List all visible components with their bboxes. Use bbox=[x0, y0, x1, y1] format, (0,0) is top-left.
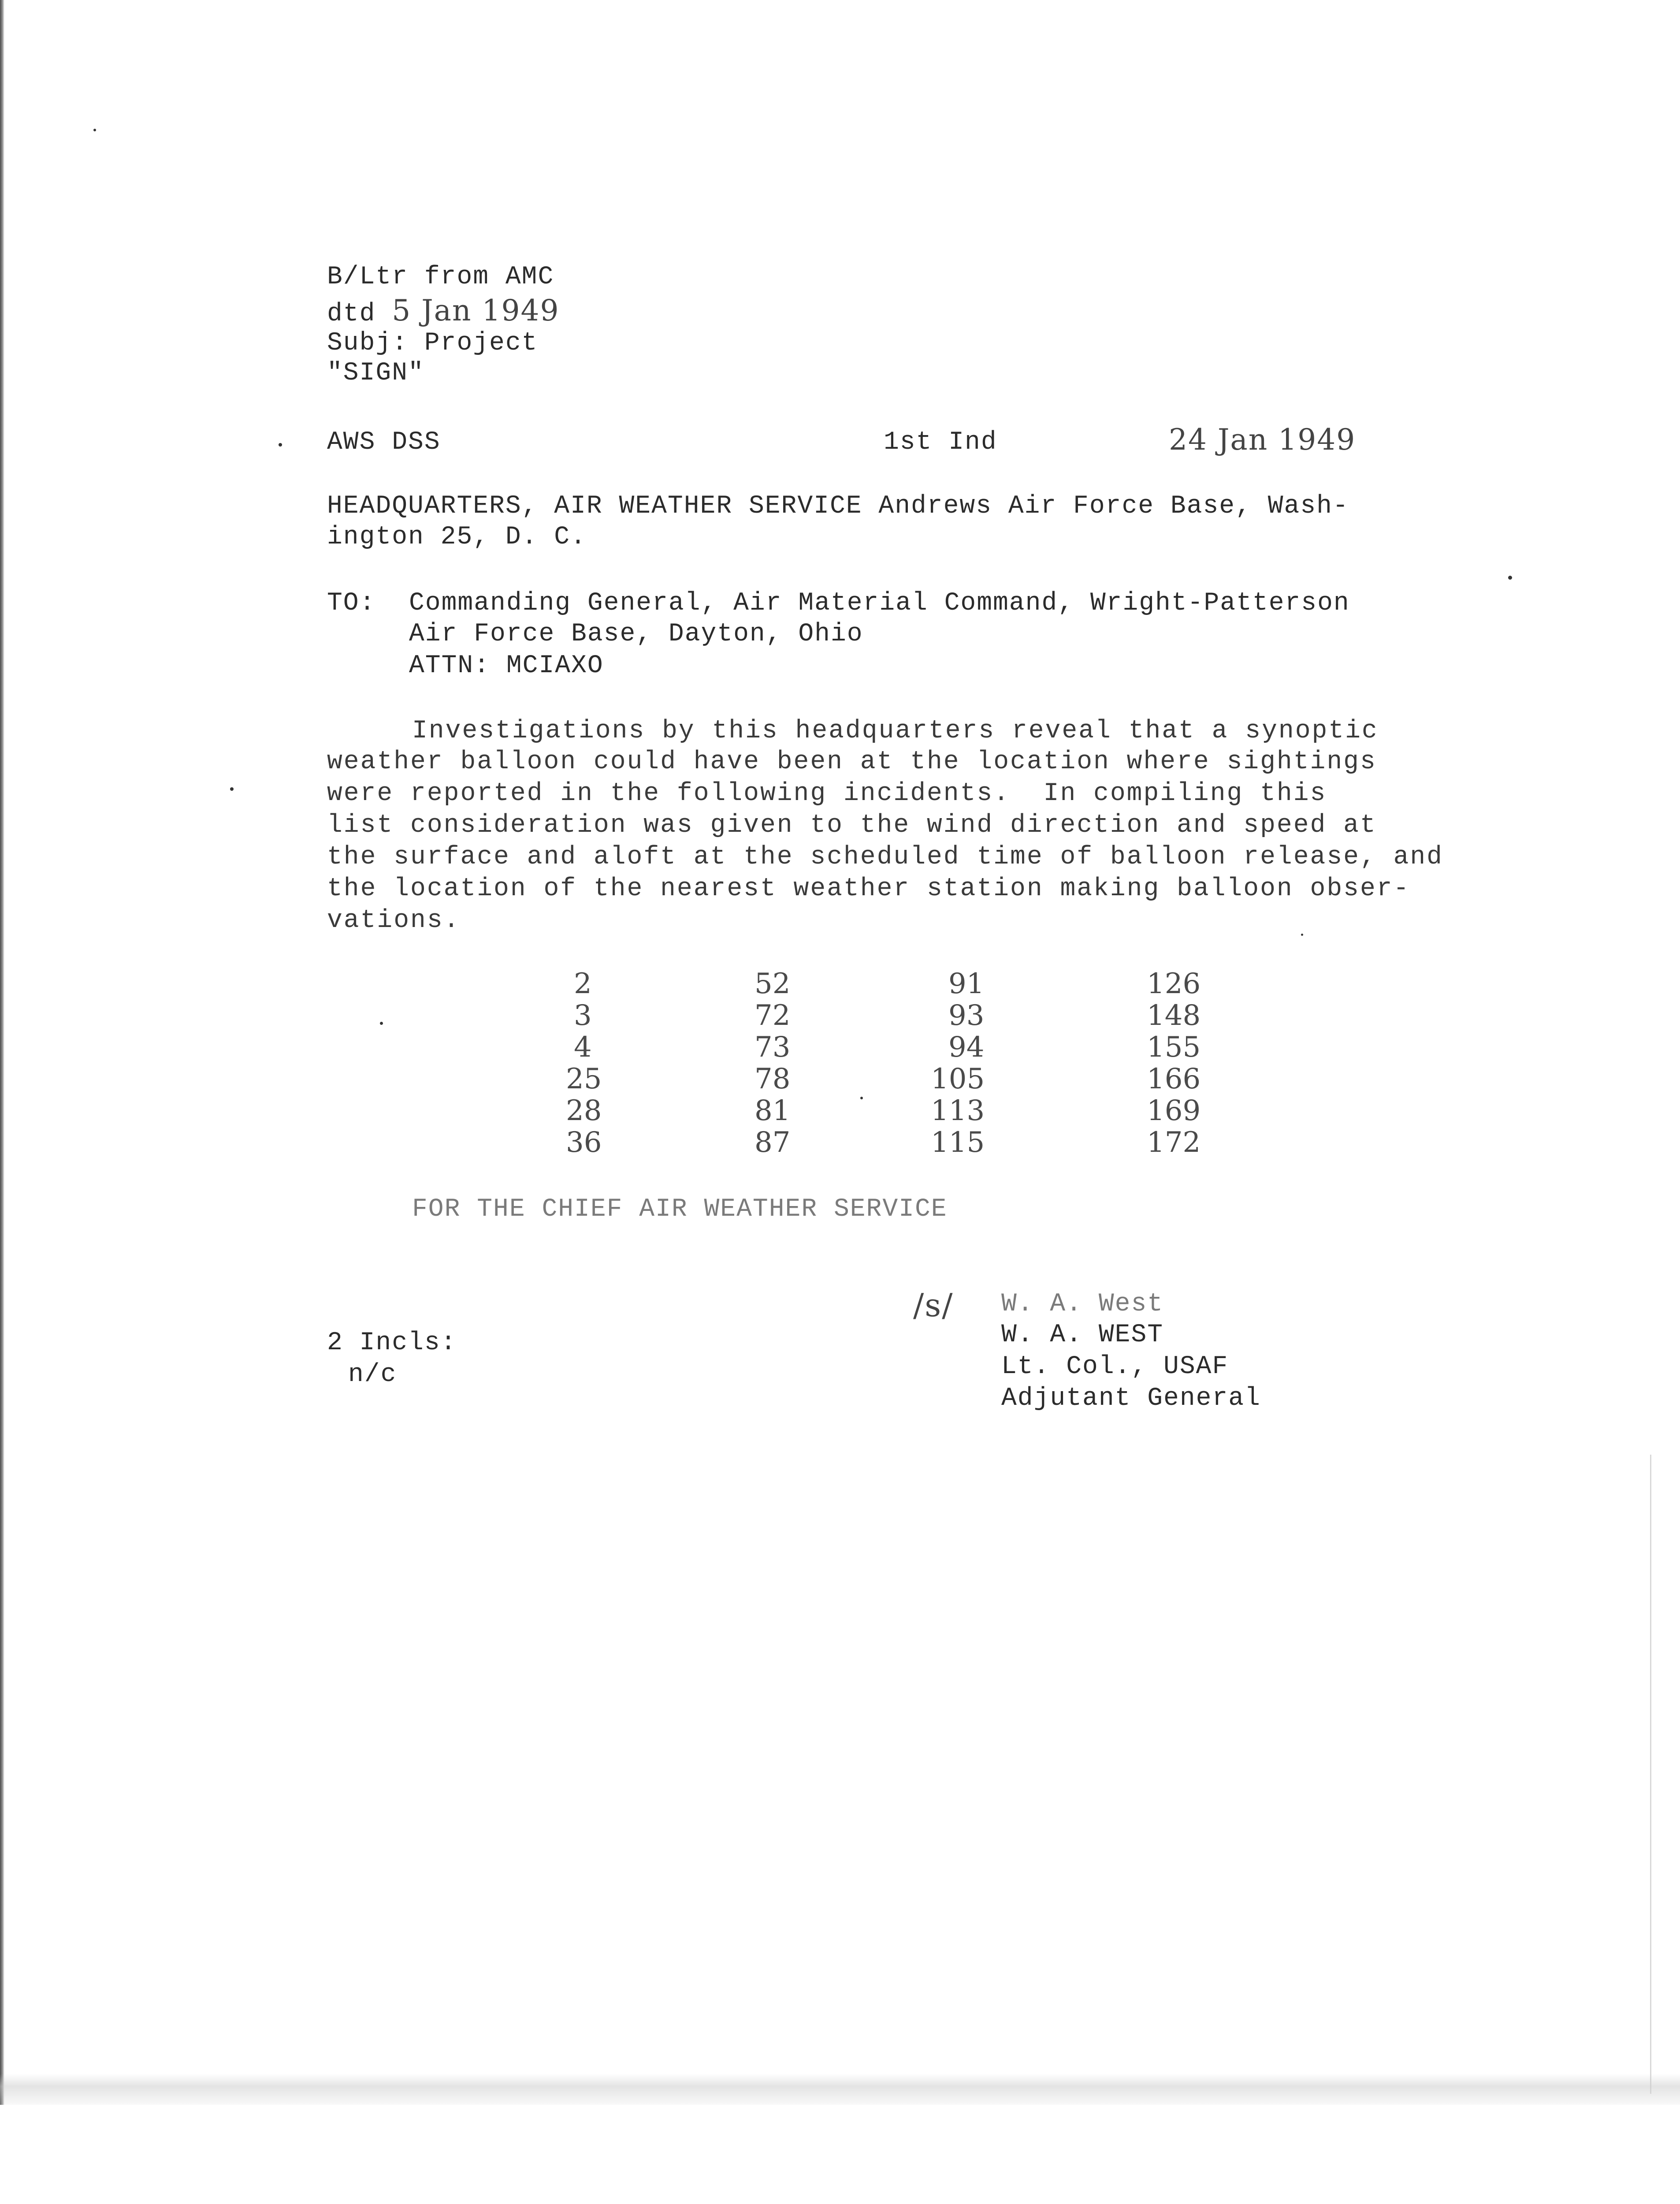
reference-line-3: Subj: Project bbox=[327, 329, 538, 357]
incident-number: 169 bbox=[1147, 1095, 1201, 1127]
reference-line-4: "SIGN" bbox=[327, 359, 424, 387]
closing-line: FOR THE CHIEF AIR WEATHER SERVICE bbox=[412, 1195, 948, 1224]
signature-mark: /s/ bbox=[913, 1287, 954, 1324]
attention-line: ATTN: MCIAXO bbox=[409, 652, 604, 680]
reference-line-1: B/Ltr from AMC bbox=[327, 263, 554, 291]
incident-number: 105 bbox=[931, 1063, 985, 1095]
body-line: the location of the nearest weather station making balloon obser- bbox=[327, 875, 1410, 903]
incident-number: 126 bbox=[1147, 968, 1201, 1000]
incident-number: 155 bbox=[1147, 1031, 1201, 1064]
scan-speck bbox=[1508, 576, 1512, 580]
incident-number: 4 bbox=[574, 1031, 592, 1064]
incident-number: 172 bbox=[1147, 1126, 1201, 1159]
incident-number: 25 bbox=[566, 1063, 602, 1095]
reference-line-2 bbox=[327, 296, 559, 327]
scan-speck bbox=[860, 1097, 863, 1099]
scan-speck bbox=[230, 787, 234, 791]
from-line-1: HEADQUARTERS, AIR WEATHER SERVICE Andrews Air Force Base, Wash- bbox=[327, 492, 1349, 521]
enclosures-line-1: 2 Incls: bbox=[327, 1329, 457, 1357]
incident-number: 93 bbox=[948, 999, 985, 1032]
indorsement-number: 1st Ind bbox=[884, 428, 997, 457]
incident-number: 166 bbox=[1147, 1063, 1201, 1095]
scan-speck bbox=[93, 129, 96, 131]
incident-number: 148 bbox=[1147, 999, 1201, 1032]
incident-number: 91 bbox=[948, 968, 985, 1000]
enclosures-line-2: n/c bbox=[348, 1360, 397, 1389]
incident-number: 28 bbox=[566, 1095, 602, 1127]
body-line: vations. bbox=[327, 906, 461, 935]
incident-number: 115 bbox=[931, 1126, 985, 1159]
body-line: the surface and aloft at the scheduled time of balloon release, and bbox=[327, 843, 1443, 871]
scan-speck bbox=[1301, 934, 1303, 936]
body-line: weather balloon could have been at the location where sightings bbox=[327, 748, 1377, 776]
scan-speck bbox=[279, 443, 282, 447]
scan-bottom-margin bbox=[0, 2105, 1680, 2204]
scan-edge-left bbox=[0, 0, 4, 2204]
incident-number: 3 bbox=[574, 999, 592, 1032]
incident-number: 36 bbox=[566, 1126, 602, 1159]
to-line-1: Commanding General, Air Material Command, Wright-Patterson bbox=[409, 589, 1350, 618]
office-symbol: AWS DSS bbox=[327, 428, 441, 457]
reference-dtd: dtd bbox=[327, 300, 376, 328]
indorsement-date bbox=[1169, 425, 1356, 456]
from-line-2: ington 25, D. C. bbox=[327, 523, 587, 551]
to-label: TO: bbox=[327, 589, 376, 618]
indorsement-date-text: 24 Jan 1949 bbox=[1169, 423, 1356, 457]
incident-number: 73 bbox=[755, 1031, 791, 1064]
signature-name: W. A. WEST bbox=[1001, 1321, 1164, 1349]
incident-number: 78 bbox=[755, 1063, 791, 1095]
signature-rank: Lt. Col., USAF bbox=[1001, 1352, 1229, 1381]
scan-speck bbox=[380, 1022, 383, 1025]
reference-date: 5 Jan 1949 bbox=[392, 294, 560, 328]
incident-number: 72 bbox=[755, 999, 791, 1032]
incident-number: 81 bbox=[755, 1095, 791, 1127]
incident-number: 52 bbox=[755, 968, 791, 1000]
scan-edge-right bbox=[1650, 1455, 1651, 2094]
to-line-2: Air Force Base, Dayton, Ohio bbox=[409, 620, 863, 648]
incident-number: 113 bbox=[931, 1095, 985, 1127]
body-line: Investigations by this headquarters reveal that a synoptic bbox=[412, 717, 1379, 745]
body-line: list consideration was given to the wind direction and speed at bbox=[327, 811, 1377, 840]
scan-edge-bottom bbox=[0, 2074, 1680, 2105]
body-line: were reported in the following incidents. In compiling this bbox=[327, 779, 1327, 808]
incident-number: 2 bbox=[574, 968, 592, 1000]
signature-signed: W. A. West bbox=[1001, 1290, 1164, 1318]
incident-number: 94 bbox=[948, 1031, 985, 1064]
signature-title: Adjutant General bbox=[1001, 1384, 1261, 1413]
incident-number: 87 bbox=[755, 1126, 791, 1159]
